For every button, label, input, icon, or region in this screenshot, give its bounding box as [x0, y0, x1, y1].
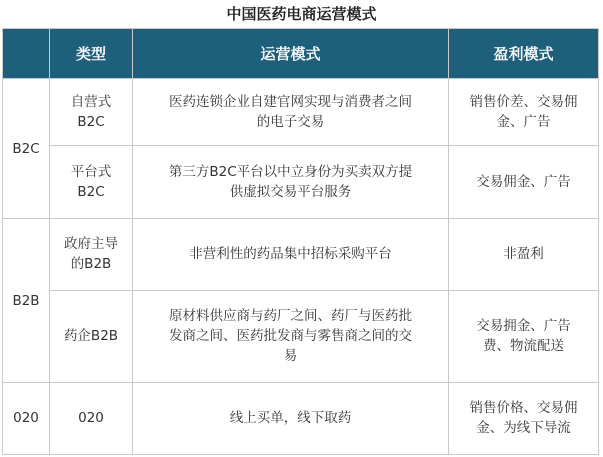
- profit-cell: [449, 382, 599, 454]
- model-table: [2, 28, 599, 455]
- type-line: 的B2B: [70, 256, 112, 273]
- table-row: [3, 290, 599, 382]
- type-line: 政府主导: [64, 236, 118, 253]
- operation-line: 第三方B2C平台以中立身份为买卖双方提: [168, 164, 413, 181]
- category-cell: [3, 219, 50, 382]
- operation-line: 的电子交易: [256, 114, 325, 131]
- profit-cell: [449, 290, 599, 382]
- table-row: [3, 382, 599, 454]
- type-line: 平台式: [70, 164, 112, 181]
- operation-cell: [133, 219, 449, 290]
- header-operation: 运营模式: [133, 29, 449, 79]
- category-label: B2B: [12, 292, 40, 309]
- operation-line: 线上买单，线下取药: [229, 410, 352, 427]
- profit-line: 交易拥金、广告: [476, 318, 571, 335]
- profit-line: 金、为线下导流: [476, 420, 571, 437]
- header-type: 类型: [50, 29, 133, 79]
- table-row: [3, 146, 599, 219]
- type-cell: [50, 382, 133, 454]
- table-title: 中国医药电商运营模式: [226, 5, 377, 23]
- type-line: 020: [78, 410, 104, 427]
- profit-line: 非盈利: [503, 246, 544, 263]
- operation-line: 医药连锁企业自建官网实现与消费者之间: [169, 94, 412, 111]
- type-cell: [50, 79, 133, 146]
- type-line: 自营式: [70, 94, 112, 111]
- category-label: B2C: [12, 140, 40, 157]
- operation-cell: [133, 382, 449, 454]
- table-body: [3, 79, 599, 455]
- operation-line: 发商之间、医药批发商与雾售商之间的交: [169, 328, 412, 345]
- profit-cell: [449, 219, 599, 290]
- type-line: 药企B2B: [63, 328, 119, 345]
- header-profit: 盈利模式: [449, 29, 599, 79]
- profit-line: 销售价差、交易佣: [469, 94, 578, 111]
- profit-cell: [449, 146, 599, 219]
- profit-line: 销售价格、交易佣: [469, 400, 578, 417]
- operation-line: 非营利性的药品集中招标采购平台: [189, 246, 392, 263]
- operation-line: 原材料供应商与药厂之间、药厂与医药批: [169, 308, 412, 325]
- header-row: [3, 29, 599, 79]
- type-line: B2C: [77, 184, 105, 201]
- profit-line: 费、物流配送: [483, 338, 564, 355]
- table-row: [3, 219, 599, 290]
- profit-cell: [449, 79, 599, 146]
- operation-cell: [133, 146, 449, 219]
- operation-line: 供虚拟交易平台服务: [229, 184, 352, 201]
- operation-line: 易: [283, 348, 298, 365]
- profit-line: 金、广告: [496, 114, 551, 131]
- category-cell: [3, 382, 50, 454]
- operation-cell: [133, 290, 449, 382]
- type-cell: [50, 146, 133, 219]
- type-cell: [50, 290, 133, 382]
- header-category: [3, 29, 50, 79]
- category-label: 020: [13, 410, 39, 427]
- type-cell: [50, 219, 133, 290]
- category-cell: [3, 79, 50, 219]
- type-line: B2C: [77, 114, 105, 131]
- table-row: [3, 79, 599, 146]
- operation-cell: [133, 79, 449, 146]
- profit-line: 交易佣金、广告: [476, 174, 571, 191]
